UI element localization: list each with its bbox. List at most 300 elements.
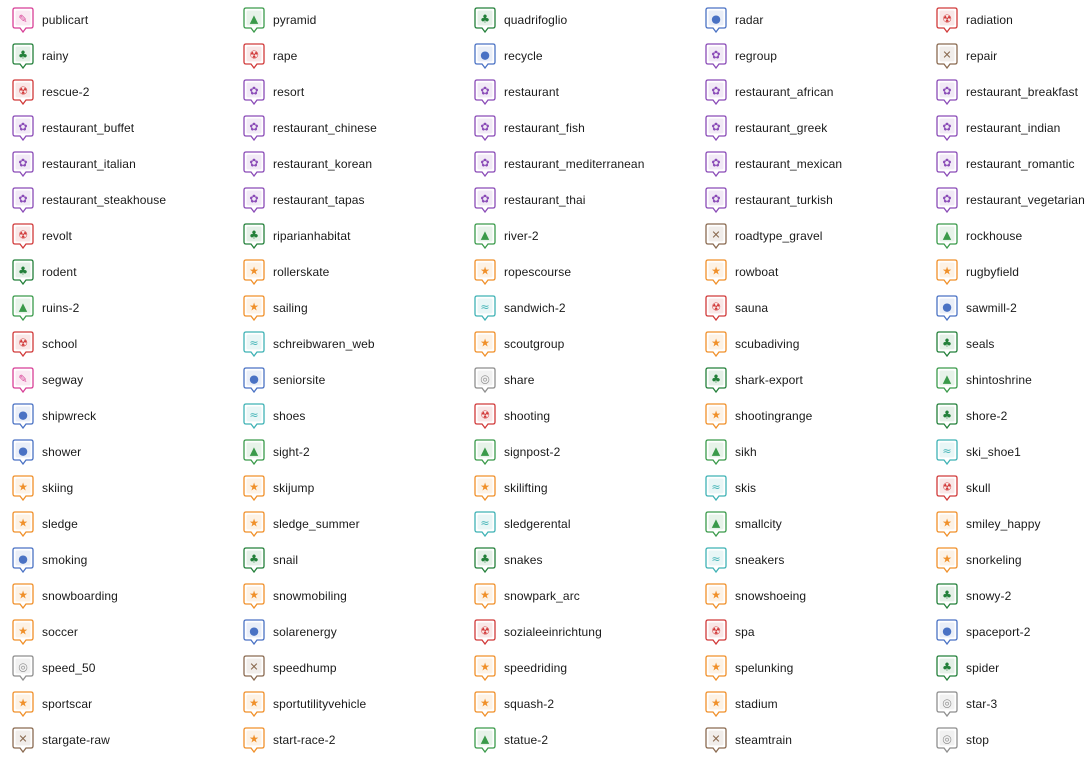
file-item[interactable]: [924, 578, 1086, 614]
svg-text:▲: ▲: [942, 372, 952, 386]
statue-icon: [474, 727, 496, 753]
file-item[interactable]: [693, 722, 924, 758]
file-item[interactable]: [924, 614, 1086, 650]
svg-text:★: ★: [942, 516, 952, 530]
restaurant-korean-icon: [243, 151, 265, 177]
file-label: spider: [966, 661, 1000, 675]
file-item[interactable]: [693, 2, 924, 38]
svg-text:▲: ▲: [18, 300, 28, 314]
svg-text:☢: ☢: [18, 336, 28, 350]
repair-icon: [936, 43, 958, 69]
sportutilityvehicle-icon: [243, 691, 265, 717]
svg-text:☢: ☢: [18, 84, 28, 98]
svg-text:◎: ◎: [942, 696, 952, 710]
restaurant-mexican-icon: [705, 151, 727, 177]
rockhouse-icon: [936, 223, 958, 249]
svg-text:✕: ✕: [711, 228, 721, 242]
file-label: sauna: [735, 301, 769, 315]
file-label: restaurant_mexican: [735, 157, 843, 171]
file-label: sledge: [42, 517, 78, 531]
file-label: stadium: [735, 697, 778, 711]
file-item[interactable]: [693, 398, 924, 434]
file-item[interactable]: [0, 470, 231, 506]
file-label: restaurant_korean: [273, 157, 373, 171]
school-icon: [12, 331, 34, 357]
file-item[interactable]: [924, 146, 1086, 182]
restaurant-greek-icon: [705, 115, 727, 141]
file-item[interactable]: [924, 182, 1086, 218]
file-item[interactable]: [231, 722, 462, 758]
file-item[interactable]: [231, 38, 462, 74]
file-label: sledge_summer: [273, 517, 360, 531]
file-label: restaurant_chinese: [273, 121, 377, 135]
file-label: snowmobiling: [273, 589, 347, 603]
file-label: restaurant_vegetarian: [966, 193, 1085, 207]
file-label: skis: [735, 481, 757, 495]
restaurant-steakhouse-icon: [12, 187, 34, 213]
svg-text:♣: ♣: [480, 552, 490, 566]
restaurant-tapas-icon: [243, 187, 265, 213]
file-label: quadrifoglio: [504, 13, 568, 27]
skilifting-icon: [474, 475, 496, 501]
file-label: scubadiving: [735, 337, 800, 351]
file-label: sandwich-2: [504, 301, 566, 315]
svg-text:★: ★: [249, 480, 259, 494]
file-item[interactable]: [693, 578, 924, 614]
svg-text:★: ★: [249, 588, 259, 602]
speedhump-icon: [243, 655, 265, 681]
file-label: school: [42, 337, 78, 351]
file-item[interactable]: [924, 650, 1086, 686]
file-label: shintoshrine: [966, 373, 1032, 387]
file-label: spa: [735, 625, 755, 639]
svg-text:★: ★: [711, 408, 721, 422]
smiley-happy-icon: [936, 511, 958, 537]
sledge-summer-icon: [243, 511, 265, 537]
svg-text:✿: ✿: [249, 120, 259, 134]
steamtrain-icon: [705, 727, 727, 753]
svg-text:★: ★: [18, 696, 28, 710]
file-item[interactable]: [924, 362, 1086, 398]
file-item[interactable]: [231, 74, 462, 110]
roadtype-gravel-icon: [705, 223, 727, 249]
rodent-icon: [12, 259, 34, 285]
svg-text:✕: ✕: [711, 732, 721, 746]
file-item[interactable]: [462, 434, 693, 470]
svg-text:▲: ▲: [480, 228, 490, 242]
file-item[interactable]: [462, 254, 693, 290]
restaurant-fish-icon: [474, 115, 496, 141]
svg-text:▲: ▲: [249, 444, 259, 458]
file-item[interactable]: [0, 506, 231, 542]
spaceport-icon: [936, 619, 958, 645]
file-item[interactable]: [231, 506, 462, 542]
regroup-icon: [705, 43, 727, 69]
file-label: stop: [966, 733, 990, 747]
svg-text:★: ★: [942, 264, 952, 278]
file-item[interactable]: [924, 434, 1086, 470]
svg-text:♣: ♣: [18, 264, 28, 278]
file-label: smallcity: [735, 517, 782, 531]
svg-text:★: ★: [711, 696, 721, 710]
file-item[interactable]: [462, 2, 693, 38]
sauna-icon: [705, 295, 727, 321]
file-label: steamtrain: [735, 733, 793, 747]
shoes-icon: [243, 403, 265, 429]
file-item[interactable]: [693, 434, 924, 470]
file-label: shooting: [504, 409, 551, 423]
file-label: star-3: [966, 697, 998, 711]
file-item[interactable]: [231, 254, 462, 290]
svg-text:▲: ▲: [249, 12, 259, 26]
svg-text:♣: ♣: [249, 552, 259, 566]
file-item[interactable]: [462, 362, 693, 398]
file-label: repair: [966, 49, 998, 63]
file-item[interactable]: [924, 290, 1086, 326]
spelunking-icon: [705, 655, 727, 681]
file-item[interactable]: [0, 614, 231, 650]
file-label: speedhump: [273, 661, 337, 675]
ruins-icon: [12, 295, 34, 321]
file-label: share: [504, 373, 535, 387]
file-item[interactable]: [462, 578, 693, 614]
file-item[interactable]: [924, 254, 1086, 290]
restaurant-indian-icon: [936, 115, 958, 141]
svg-text:✿: ✿: [942, 120, 952, 134]
svg-text:✿: ✿: [942, 84, 952, 98]
file-label: skiing: [42, 481, 74, 495]
file-label: rodent: [42, 265, 77, 279]
speed-50-icon: [12, 655, 34, 681]
file-label: speed_50: [42, 661, 96, 675]
file-label: solarenergy: [273, 625, 337, 639]
shower-icon: [12, 439, 34, 465]
file-item[interactable]: [0, 542, 231, 578]
file-label: sledgerental: [504, 517, 571, 531]
rescue-icon: [12, 79, 34, 105]
file-label: roadtype_gravel: [735, 229, 823, 243]
restaurant-buffet-icon: [12, 115, 34, 141]
file-label: soccer: [42, 625, 78, 639]
file-item[interactable]: [0, 2, 231, 38]
file-item[interactable]: [462, 110, 693, 146]
file-item[interactable]: [0, 362, 231, 398]
radar-icon: [705, 7, 727, 33]
file-label: statue-2: [504, 733, 549, 747]
file-item[interactable]: [693, 290, 924, 326]
file-item[interactable]: [462, 182, 693, 218]
file-item[interactable]: [924, 470, 1086, 506]
file-item[interactable]: [462, 722, 693, 758]
file-item[interactable]: [0, 218, 231, 254]
file-label: sailing: [273, 301, 308, 315]
svg-text:✿: ✿: [249, 156, 259, 170]
svg-text:✿: ✿: [18, 120, 28, 134]
file-item[interactable]: [0, 722, 231, 758]
file-item[interactable]: [924, 506, 1086, 542]
file-item[interactable]: [693, 218, 924, 254]
file-label: skijump: [273, 481, 315, 495]
svg-text:✿: ✿: [711, 48, 721, 62]
svg-text:✎: ✎: [18, 12, 28, 26]
file-item[interactable]: [924, 686, 1086, 722]
smallcity-icon: [705, 511, 727, 537]
file-item[interactable]: [0, 74, 231, 110]
file-item[interactable]: [462, 38, 693, 74]
svg-text:✕: ✕: [18, 732, 28, 746]
file-item[interactable]: [0, 398, 231, 434]
svg-text:★: ★: [942, 552, 952, 566]
file-item[interactable]: [693, 362, 924, 398]
file-item[interactable]: [693, 686, 924, 722]
file-item[interactable]: [0, 434, 231, 470]
file-label: restaurant_buffet: [42, 121, 135, 135]
svg-text:☢: ☢: [249, 48, 259, 62]
file-item[interactable]: [0, 182, 231, 218]
file-item[interactable]: [462, 470, 693, 506]
svg-text:✿: ✿: [480, 156, 490, 170]
soccer-icon: [12, 619, 34, 645]
svg-text:✿: ✿: [249, 84, 259, 98]
file-item[interactable]: [231, 218, 462, 254]
file-label: rugbyfield: [966, 265, 1020, 279]
file-item[interactable]: [231, 686, 462, 722]
snowpark-arc-icon: [474, 583, 496, 609]
svg-text:▲: ▲: [711, 444, 721, 458]
svg-text:☢: ☢: [942, 480, 952, 494]
file-item[interactable]: [924, 110, 1086, 146]
file-item[interactable]: [0, 578, 231, 614]
file-label: skilifting: [504, 481, 548, 495]
revolt-icon: [12, 223, 34, 249]
file-item[interactable]: [924, 74, 1086, 110]
file-item[interactable]: [462, 506, 693, 542]
star-icon: [936, 691, 958, 717]
svg-text:★: ★: [249, 300, 259, 314]
file-item[interactable]: [231, 434, 462, 470]
scubadiving-icon: [705, 331, 727, 357]
svg-text:✿: ✿: [480, 192, 490, 206]
svg-text:▲: ▲: [711, 516, 721, 530]
svg-text:✿: ✿: [711, 192, 721, 206]
file-label: sawmill-2: [966, 301, 1017, 315]
file-item[interactable]: [231, 326, 462, 362]
file-item[interactable]: [693, 110, 924, 146]
file-label: snowpark_arc: [504, 589, 580, 603]
rugbyfield-icon: [936, 259, 958, 285]
shooting-icon: [474, 403, 496, 429]
svg-text:◎: ◎: [942, 732, 952, 746]
seals-icon: [936, 331, 958, 357]
file-label: resort: [273, 85, 305, 99]
svg-text:✿: ✿: [18, 156, 28, 170]
svg-text:◎: ◎: [18, 660, 28, 674]
file-item[interactable]: [231, 398, 462, 434]
svg-text:♣: ♣: [18, 48, 28, 62]
quadrifoglio-icon: [474, 7, 496, 33]
file-item[interactable]: [693, 146, 924, 182]
file-label: shore-2: [966, 409, 1008, 423]
snakes-icon: [474, 547, 496, 573]
file-item[interactable]: [462, 650, 693, 686]
file-item[interactable]: [924, 542, 1086, 578]
file-item[interactable]: [462, 614, 693, 650]
file-item[interactable]: [231, 290, 462, 326]
file-item[interactable]: [693, 326, 924, 362]
svg-text:♣: ♣: [711, 372, 721, 386]
file-item[interactable]: [462, 74, 693, 110]
snowboarding-icon: [12, 583, 34, 609]
spider-icon: [936, 655, 958, 681]
file-item[interactable]: [462, 326, 693, 362]
file-label: shipwreck: [42, 409, 97, 423]
restaurant-turkish-icon: [705, 187, 727, 213]
file-label: stargate-raw: [42, 733, 110, 747]
file-item[interactable]: [231, 362, 462, 398]
snowy-icon: [936, 583, 958, 609]
sportscar-icon: [12, 691, 34, 717]
restaurant-mediterranean-icon: [474, 151, 496, 177]
svg-text:≈: ≈: [711, 552, 721, 566]
file-label: restaurant_fish: [504, 121, 585, 135]
svg-text:♣: ♣: [942, 588, 952, 602]
file-label: snowboarding: [42, 589, 118, 603]
rainy-icon: [12, 43, 34, 69]
svg-text:☢: ☢: [480, 624, 490, 638]
restaurant-romantic-icon: [936, 151, 958, 177]
file-item[interactable]: [924, 2, 1086, 38]
shipwreck-icon: [12, 403, 34, 429]
file-item[interactable]: [231, 182, 462, 218]
svg-text:✿: ✿: [711, 120, 721, 134]
svg-text:✎: ✎: [18, 372, 28, 386]
scoutgroup-icon: [474, 331, 496, 357]
file-label: snowy-2: [966, 589, 1012, 603]
start-race-icon: [243, 727, 265, 753]
file-item[interactable]: [462, 146, 693, 182]
svg-text:★: ★: [249, 516, 259, 530]
file-label: sikh: [735, 445, 757, 459]
file-item[interactable]: [462, 218, 693, 254]
svg-text:★: ★: [480, 660, 490, 674]
file-item[interactable]: [0, 110, 231, 146]
svg-text:●: ●: [18, 444, 28, 458]
file-item[interactable]: [0, 290, 231, 326]
sight-icon: [243, 439, 265, 465]
svg-text:★: ★: [480, 588, 490, 602]
file-item[interactable]: [0, 326, 231, 362]
file-item[interactable]: [693, 614, 924, 650]
skull-icon: [936, 475, 958, 501]
file-item[interactable]: [231, 650, 462, 686]
sledgerental-icon: [474, 511, 496, 537]
svg-text:✿: ✿: [942, 156, 952, 170]
file-item[interactable]: [693, 650, 924, 686]
pyramid-icon: [243, 7, 265, 33]
file-item[interactable]: [693, 542, 924, 578]
file-item[interactable]: [231, 578, 462, 614]
file-label: restaurant_african: [735, 85, 834, 99]
ropescourse-icon: [474, 259, 496, 285]
restaurant-vegetarian-icon: [936, 187, 958, 213]
file-item[interactable]: [924, 38, 1086, 74]
sozialeeinrichtung-icon: [474, 619, 496, 645]
svg-text:☢: ☢: [711, 624, 721, 638]
file-label: recycle: [504, 49, 543, 63]
file-label: shark-export: [735, 373, 803, 387]
file-item[interactable]: [231, 110, 462, 146]
file-item[interactable]: [0, 38, 231, 74]
file-item[interactable]: [0, 686, 231, 722]
file-label: restaurant_romantic: [966, 157, 1075, 171]
file-item[interactable]: [462, 398, 693, 434]
svg-text:♣: ♣: [942, 336, 952, 350]
svg-text:★: ★: [18, 516, 28, 530]
file-item[interactable]: [462, 686, 693, 722]
file-item[interactable]: [0, 254, 231, 290]
file-label: ruins-2: [42, 301, 80, 315]
spa-icon: [705, 619, 727, 645]
shintoshrine-icon: [936, 367, 958, 393]
file-label: rowboat: [735, 265, 779, 279]
file-item[interactable]: [924, 722, 1086, 758]
file-label: rape: [273, 49, 298, 63]
file-item[interactable]: [693, 74, 924, 110]
segway-icon: [12, 367, 34, 393]
file-item[interactable]: [231, 614, 462, 650]
file-item[interactable]: [924, 398, 1086, 434]
file-item[interactable]: [693, 470, 924, 506]
file-item[interactable]: [231, 542, 462, 578]
svg-text:≈: ≈: [480, 300, 490, 314]
file-label: signpost-2: [504, 445, 561, 459]
file-item[interactable]: [924, 326, 1086, 362]
file-label: snorkeling: [966, 553, 1022, 567]
svg-text:★: ★: [249, 264, 259, 278]
file-label: skull: [966, 481, 991, 495]
svg-text:☢: ☢: [18, 228, 28, 242]
file-label: smoking: [42, 553, 88, 567]
file-item[interactable]: [462, 542, 693, 578]
svg-text:●: ●: [18, 552, 28, 566]
file-item[interactable]: [693, 506, 924, 542]
file-item[interactable]: [693, 182, 924, 218]
share-icon: [474, 367, 496, 393]
file-item[interactable]: [231, 2, 462, 38]
file-label: riparianhabitat: [273, 229, 351, 243]
seniorsite-icon: [243, 367, 265, 393]
file-item[interactable]: [693, 254, 924, 290]
svg-text:★: ★: [18, 480, 28, 494]
file-label: snakes: [504, 553, 543, 567]
rowboat-icon: [705, 259, 727, 285]
svg-text:◎: ◎: [480, 372, 490, 386]
file-item[interactable]: [0, 650, 231, 686]
svg-text:●: ●: [711, 12, 721, 26]
svg-text:≈: ≈: [249, 336, 259, 350]
file-item[interactable]: [231, 470, 462, 506]
file-item[interactable]: [462, 290, 693, 326]
file-item[interactable]: [924, 218, 1086, 254]
file-label: snowshoeing: [735, 589, 807, 603]
file-item[interactable]: [231, 146, 462, 182]
file-label: regroup: [735, 49, 778, 63]
file-label: radiation: [966, 13, 1013, 27]
file-item[interactable]: [693, 38, 924, 74]
file-item[interactable]: [0, 146, 231, 182]
resort-icon: [243, 79, 265, 105]
radiation-icon: [936, 7, 958, 33]
